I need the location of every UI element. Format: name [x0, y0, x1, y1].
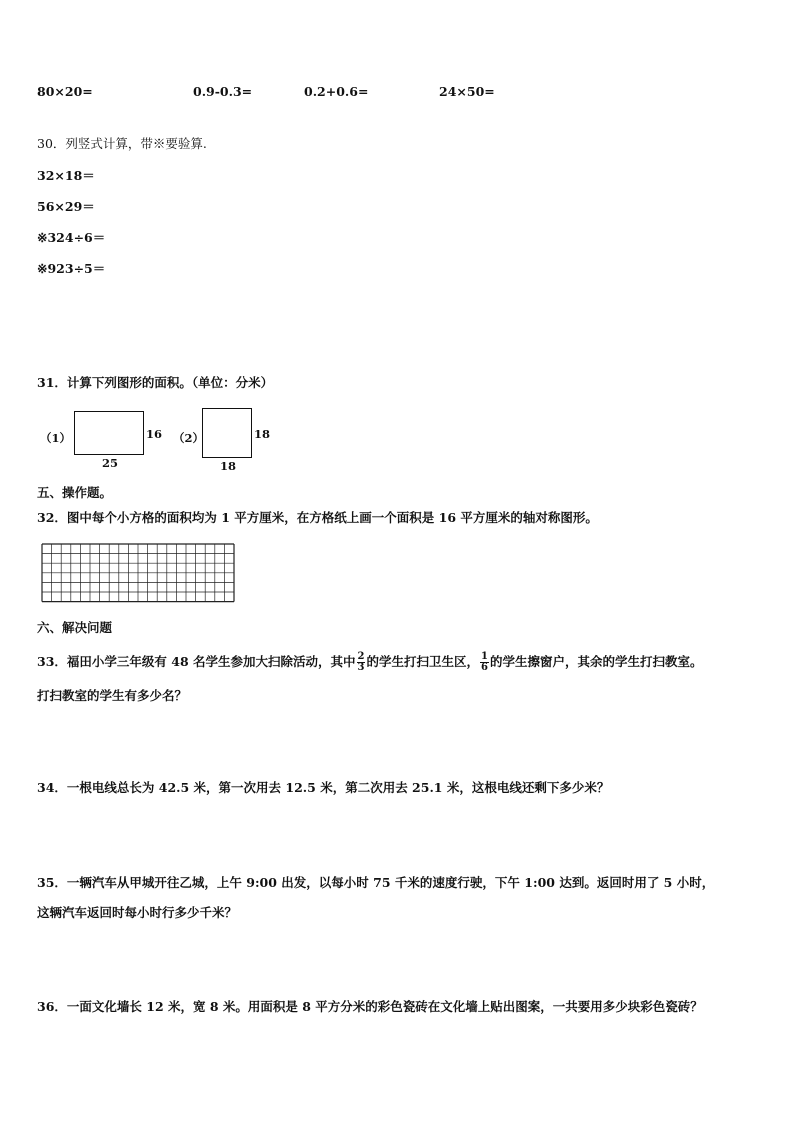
- section-5-heading: 五、操作题。: [37, 485, 113, 500]
- q30-title: 30．列竖式计算，带※要验算.: [37, 136, 207, 151]
- q34-text: 34．一根电线总长为 42.5 米，第一次用去 12.5 米，第二次用去 25.1 米，这根电线还剩下多少米？: [37, 780, 610, 795]
- fig1-label: （1）: [40, 431, 72, 445]
- q35-line-1: 35．一辆汽车从甲城开往乙城，上午 9:00 出发，以每小时 75 千米的速度行驶，下午 1:00 达到。返回时用了 5 小时，: [37, 875, 715, 890]
- square-grid-paper: [41, 543, 236, 609]
- fig2-square: [202, 408, 252, 458]
- q33-part-1: 33．福田小学三年级有 48 名学生参加大扫除活动，其中: [37, 654, 356, 669]
- fig1-height: 16: [146, 427, 163, 441]
- q30-item-2: 56×29＝: [37, 199, 95, 214]
- q33-line-1: [37, 652, 702, 673]
- frac1-numerator: 2: [357, 651, 365, 662]
- q33-part-2: 的学生打扫卫生区，: [366, 654, 479, 669]
- oral-calc-4: 24×50=: [439, 84, 495, 99]
- fraction-two-thirds: [357, 652, 366, 673]
- section-6-heading: 六、解决问题: [37, 620, 113, 635]
- fig1-width: 25: [102, 456, 119, 470]
- q35-line-2: 这辆汽车返回时每小时行多少千米？: [37, 905, 238, 920]
- q32-title: 32．图中每个小方格的面积均为 1 平方厘米，在方格纸上画一个面积是 16 平方厘米的轴对称图形。: [37, 510, 598, 525]
- fig2-label: （2）: [173, 431, 205, 445]
- frac1-denominator: 3: [357, 662, 365, 673]
- q30-item-1: 32×18＝: [37, 168, 95, 183]
- q33-part-3: 的学生擦窗户，其余的学生打扫教室。: [489, 654, 703, 669]
- q36-text: 36．一面文化墙长 12 米，宽 8 米。用面积是 8 平方分米的彩色瓷砖在文化墙上贴出图案，一共要用多少块彩色瓷砖？: [37, 999, 703, 1014]
- oral-calc-3: 0.2+0.6=: [304, 84, 369, 99]
- fraction-one-sixth: [480, 652, 489, 673]
- q30-item-4: ※923÷5＝: [37, 261, 106, 276]
- q33-line-2: 打扫教室的学生有多少名？: [37, 688, 188, 703]
- fig2-width: 18: [220, 459, 237, 473]
- q30-item-3: ※324÷6＝: [37, 230, 106, 245]
- oral-calc-1: 80×20=: [37, 84, 93, 99]
- fig1-rectangle: [74, 411, 144, 455]
- oral-calc-2: 0.9-0.3=: [193, 84, 253, 99]
- frac2-denominator: 6: [480, 662, 488, 673]
- q31-title: 31．计算下列图形的面积。（单位：分米）: [37, 375, 274, 390]
- frac2-numerator: 1: [480, 651, 488, 662]
- fig2-height: 18: [254, 427, 271, 441]
